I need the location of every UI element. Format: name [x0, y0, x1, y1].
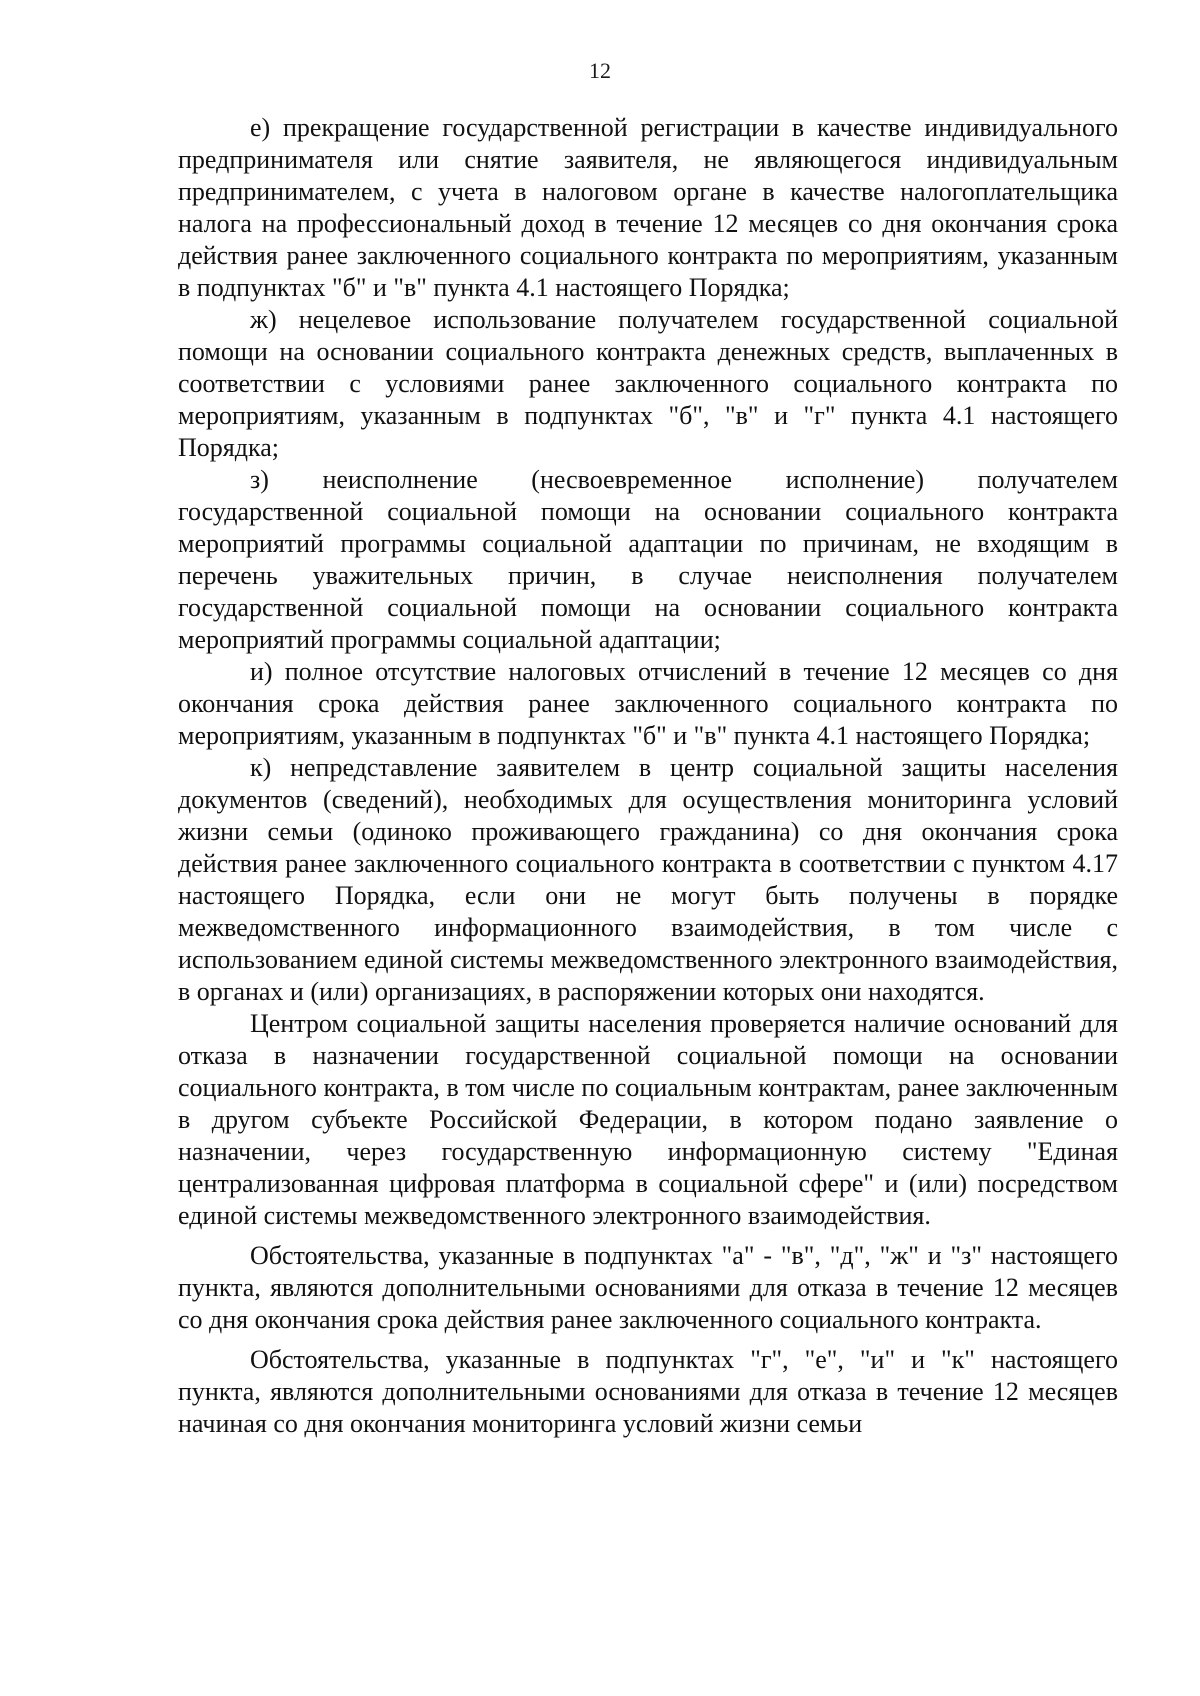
page-number: 12 — [589, 58, 611, 83]
paragraph-z: з) неисполнение (несвоевременное исполнение) получателем государственной социальной помощи на основании социального контракта мероприятий программы социальной адаптации по причинам, не входящим в перечень уважительных причин, в случае неисполнения получателем государственной социальной помощи на основании социального контракта мероприятий программы социальной адаптации; — [178, 465, 1118, 654]
paragraph-verification: Центром социальной защиты населения проверяется наличие оснований для отказа в назначении государственной социальной помощи на основании социального контракта, в том числе по социальным контрактам, ранее заключенным в другом субъекте Российской Федерации, в котором подано заявление о назначении, через государственную информационную систему "Единая централизованная цифровая платформа в социальной сфере" и (или) посредством единой системы межведомственного электронного взаимодействия. — [178, 1009, 1118, 1230]
document-body — [178, 112, 1118, 1440]
paragraph-k: к) непредставление заявителем в центр социальной защиты населения документов (сведений), необходимых для осуществления мониторинга условий жизни семьи (одиноко проживающего гражданина) со дня окончания срока действия ранее заключенного социального контракта в соответствии с пунктом 4.17 настоящего Порядка, если они не могут быть получены в порядке межведомственного информационного взаимодействия, в том числе с использованием единой системы межведомственного электронного взаимодействия, в органах и (или) организациях, в распоряжении которых они находятся. — [178, 753, 1118, 1006]
paragraph-circumstances-2: Обстоятельства, указанные в подпунктах "г", "е", "и" и "к" настоящего пункта, являются дополнительными основаниями для отказа в течение 12 месяцев начиная со дня окончания мониторинга условий жизни семьи — [178, 1345, 1118, 1438]
paragraph-circumstances-1: Обстоятельства, указанные в подпунктах "а" - "в", "д", "ж" и "з" настоящего пункта, являются дополнительными основаниями для отказа в течение 12 месяцев со дня окончания срока действия ранее заключенного социального контракта. — [178, 1241, 1118, 1334]
paragraph-zh: ж) нецелевое использование получателем государственной социальной помощи на основании социального контракта денежных средств, выплаченных в соответствии с условиями ранее заключенного социального контракта по мероприятиям, указанным в подпунктах "б", "в" и "г" пункта 4.1 настоящего Порядка; — [178, 305, 1118, 462]
paragraph-i: и) полное отсутствие налоговых отчислений в течение 12 месяцев со дня окончания срока действия ранее заключенного социального контракта по мероприятиям, указанным в подпунктах "б" и "в" пункта 4.1 настоящего Порядка; — [178, 657, 1118, 750]
paragraph-e: е) прекращение государственной регистрации в качестве индивидуального предпринимателя или снятие заявителя, не являющегося индивидуальным предпринимателем, с учета в налоговом органе в качестве налогоплательщика налога на профессиональный доход в течение 12 месяцев со дня окончания срока действия ранее заключенного социального контракта по мероприятиям, указанным в подпунктах "б" и "в" пункта 4.1 настоящего Порядка; — [178, 113, 1118, 302]
